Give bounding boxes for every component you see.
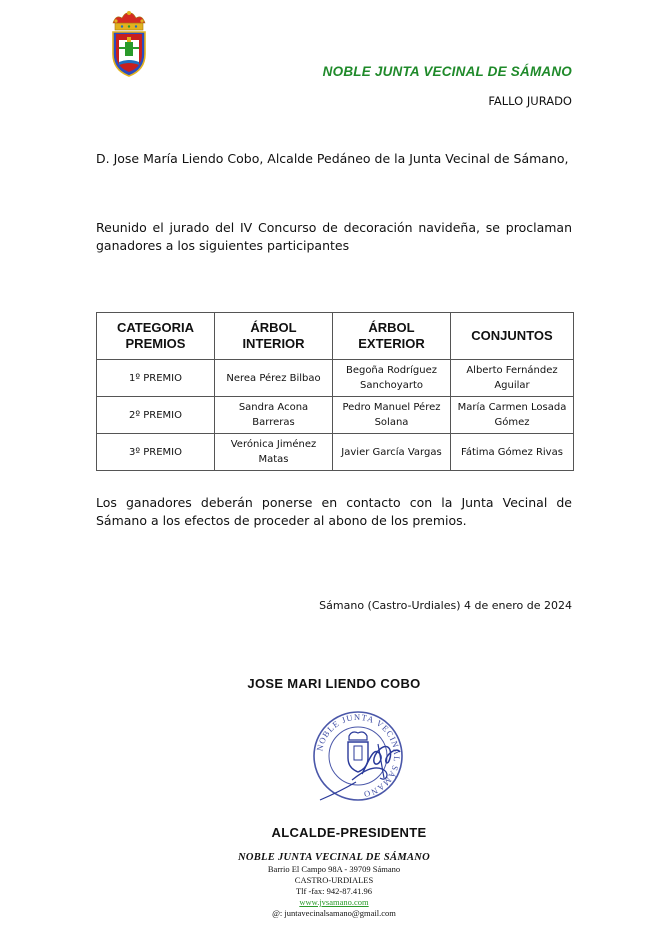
header-conjuntos: CONJUNTOS [451,313,574,360]
footer-city: CASTRO-URDIALES [294,875,374,885]
signer-name: JOSE MARI LIENDO COBO [247,676,421,691]
table-cell: María Carmen Losada Gómez [451,397,574,434]
header-categoria: CATEGORIA PREMIOS [97,313,215,360]
signer-role: ALCALDE-PRESIDENTE [271,825,427,840]
official-seal-icon [300,696,416,812]
jury-paragraph: Reunido el jurado del IV Concurso de decoración navideña, se proclaman ganadores a los siguientes participantes [96,220,572,253]
document-subtitle: FALLO JURADO [488,94,572,108]
table-cell: Javier García Vargas [333,434,451,471]
footer-email: @: juntavecinalsamano@gmail.com [272,908,396,918]
footer-phone: Tlf -fax: 942-87.41.96 [295,886,372,896]
table-row [97,360,574,397]
table-cell: 3º PREMIO [97,434,215,471]
table-cell: 2º PREMIO [97,397,215,434]
table-cell: Begoña Rodríguez Sanchoyarto [333,360,451,397]
table-cell: Verónica Jiménez Matas [215,434,333,471]
table-cell: Fátima Gómez Rivas [451,434,574,471]
footer-address: Barrio El Campo 98A - 39709 Sámano [267,864,401,874]
table-cell: Sandra Acona Barreras [215,397,333,434]
table-cell: Pedro Manuel Pérez Solana [333,397,451,434]
table-cell: 1º PREMIO [97,360,215,397]
organization-title: NOBLE JUNTA VECINAL DE SÁMANO [322,64,572,79]
svg-text:NOBLE JUNTA VECINAL SÁMANO: NOBLE JUNTA VECINAL SÁMANO [314,711,403,800]
table-row [97,434,574,471]
intro-line: D. Jose María Liendo Cobo, Alcalde Pedáneo de la Junta Vecinal de Sámano, [96,151,569,166]
table-header-row [97,313,574,360]
date-line: Sámano (Castro-Urdiales) 4 de enero de 2024 [319,599,572,612]
coat-of-arms-icon [104,10,154,80]
prizes-table [96,312,574,471]
header-arbol-exterior: ÁRBOL EXTERIOR [333,313,451,360]
header-arbol-interior: ÁRBOL INTERIOR [215,313,333,360]
footer [234,852,434,919]
closing-paragraph: Los ganadores deberán ponerse en contacto con la Junta Vecinal de Sámano a los efectos de proceder al abono de los premios. [96,495,572,528]
table-cell: Alberto Fernández Aguilar [451,360,574,397]
footer-website-link[interactable]: www.jvsamano.com [299,897,369,907]
footer-title: NOBLE JUNTA VECINAL DE SÁMANO [237,852,431,863]
table-cell: Nerea Pérez Bilbao [215,360,333,397]
table-row [97,397,574,434]
